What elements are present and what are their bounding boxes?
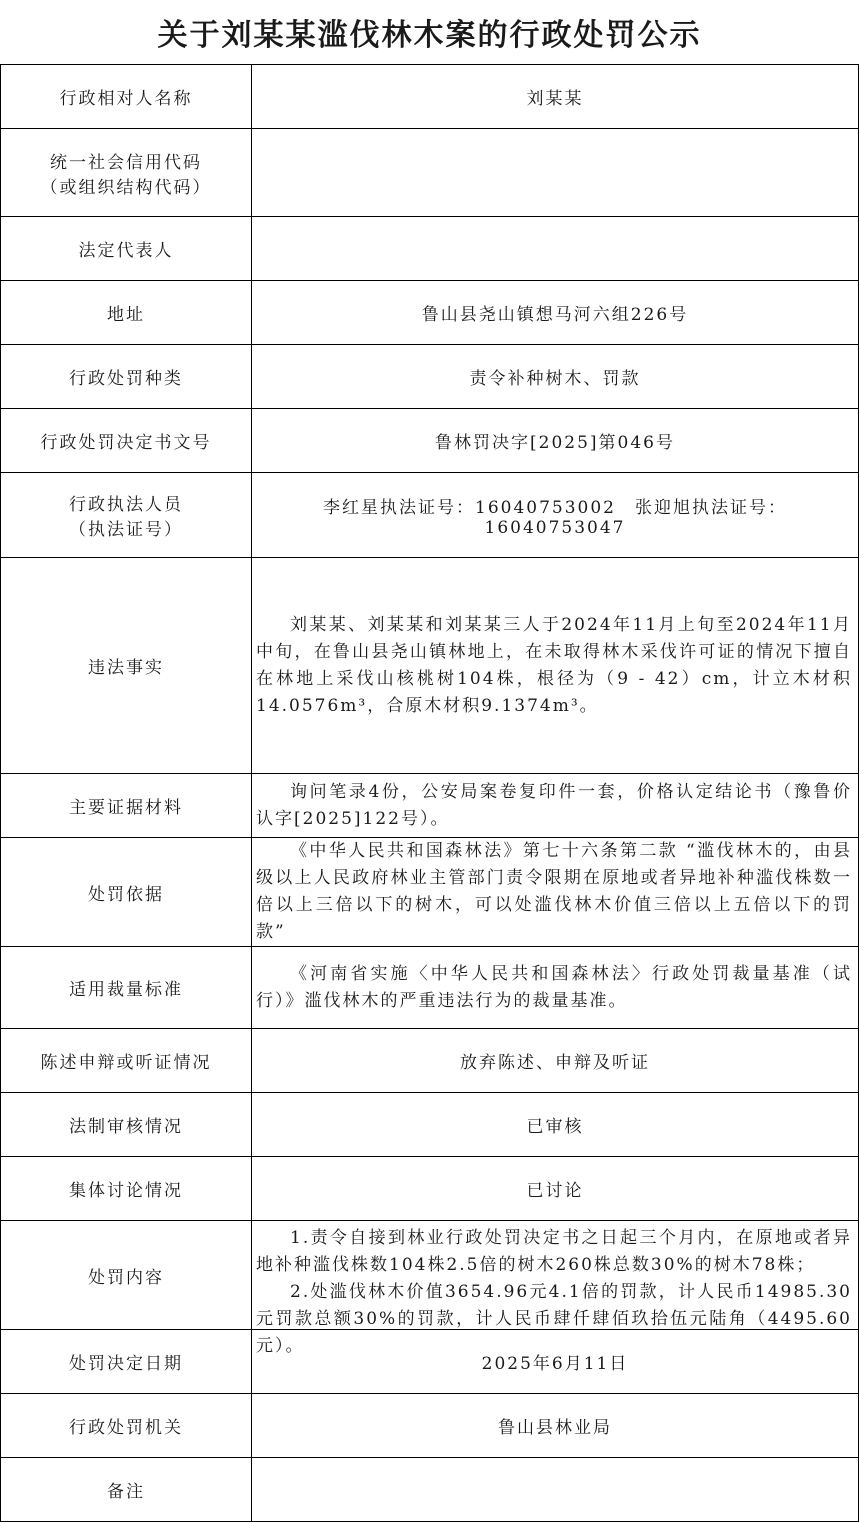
table-row	[1, 1029, 859, 1093]
row-label: 处罚依据	[1, 838, 252, 947]
row-label: 处罚内容	[1, 1221, 252, 1330]
table-row	[1, 774, 859, 838]
table-row	[1, 947, 859, 1029]
table-row	[1, 1157, 859, 1221]
table-row	[1, 558, 859, 774]
row-value: 鲁山县尧山镇想马河六组226号	[252, 281, 859, 345]
row-label: 法定代表人	[1, 217, 252, 281]
row-label: 主要证据材料	[1, 774, 252, 838]
table-row	[1, 129, 859, 217]
label-line: 统一社会信用代码	[50, 152, 202, 173]
row-label: 法制审核情况	[1, 1093, 252, 1157]
table-row	[1, 1330, 859, 1394]
row-label: 地址	[1, 281, 252, 345]
table-row	[1, 1221, 859, 1330]
row-value: 鲁山县林业局	[252, 1394, 859, 1458]
row-label: 行政处罚机关	[1, 1394, 252, 1458]
row-value: 已审核	[252, 1093, 859, 1157]
row-label: 行政相对人名称	[1, 65, 252, 129]
penalty-item: 2.处滥伐林木价值3654.96元4.1倍的罚款，计人民币14985.30元罚款总额30%的罚款，计人民币肆仟肆佰玖拾伍元陆角（4495.60元）。	[256, 1282, 852, 1356]
row-label: 违法事实	[1, 558, 252, 774]
row-value	[252, 558, 859, 774]
row-label: 行政处罚种类	[1, 345, 252, 409]
row-value: 李红星执法证号：16040753002 张迎旭执法证号：16040753047	[252, 473, 859, 558]
table-row	[1, 65, 859, 129]
row-label	[1, 473, 252, 558]
penalty-table	[0, 64, 859, 1522]
row-value: 刘某某	[252, 65, 859, 129]
row-label: 行政处罚决定书文号	[1, 409, 252, 473]
row-value	[252, 1221, 859, 1356]
row-label	[1, 129, 252, 217]
row-value	[252, 217, 859, 281]
row-value: 鲁林罚决字[2025]第046号	[252, 409, 859, 473]
paragraph: 刘某某、刘某某和刘某某三人于2024年11月上旬至2024年11月中旬，在鲁山县尧山镇林地上，在未取得林木采伐许可证的情况下擅自在林地上采伐山核桃树104株，根径为（9 - 42）cm，计立木材积14.0576m³，合原木材积9.1374m³。	[256, 614, 852, 716]
table-row	[1, 281, 859, 345]
penalty-content-clip	[256, 1225, 852, 1356]
row-label: 处罚决定日期	[1, 1330, 252, 1394]
row-value: 责令补种树木、罚款	[252, 345, 859, 409]
label-line: 行政执法人员	[69, 495, 183, 515]
table-row	[1, 345, 859, 409]
row-value: 2025年6月11日	[252, 1330, 859, 1394]
row-label: 集体讨论情况	[1, 1157, 252, 1221]
paragraph: 《中华人民共和国森林法》第七十六条第二款 “滥伐林木的，由县级以上人民政府林业主管部门责令限期在原地或者异地补种滥伐株数一倍以上三倍以下的树木，可以处滥伐林木价值三倍以上五倍以下的罚款”	[256, 841, 852, 942]
table-row	[1, 1093, 859, 1157]
row-value	[252, 1458, 859, 1522]
row-label: 陈述申辩或听证情况	[1, 1029, 252, 1093]
label-line: （执法证号）	[69, 520, 183, 540]
row-label: 适用裁量标准	[1, 947, 252, 1029]
row-label: 备注	[1, 1458, 252, 1522]
page-title: 关于刘某某滥伐林木案的行政处罚公示	[157, 18, 702, 53]
row-value	[252, 129, 859, 217]
row-value	[252, 774, 859, 838]
paragraph: 《河南省实施〈中华人民共和国森林法〉行政处罚裁量基准（试行）》滥伐林木的严重违法行为的裁量基准。	[256, 963, 852, 1011]
table-row	[1, 473, 859, 558]
label-line: （或组织结构代码）	[40, 177, 212, 198]
row-value	[252, 838, 859, 947]
paragraph: 询问笔录4份，公安局案卷复印件一套，价格认定结论书（豫鲁价认字[2025]122号）。	[256, 781, 852, 829]
row-value: 放弃陈述、申辩及听证	[252, 1029, 859, 1093]
row-value	[252, 947, 859, 1029]
table-row	[1, 838, 859, 947]
table-row	[1, 1394, 859, 1458]
table-row	[1, 409, 859, 473]
row-value: 已讨论	[252, 1157, 859, 1221]
penalty-item: 1.责令自接到林业行政处罚决定书之日起三个月内，在原地或者异地补种滥伐株数104株2.5倍的树木260株总数30%的树木78株；	[256, 1228, 852, 1275]
table-row	[1, 1458, 859, 1522]
table-row	[1, 217, 859, 281]
